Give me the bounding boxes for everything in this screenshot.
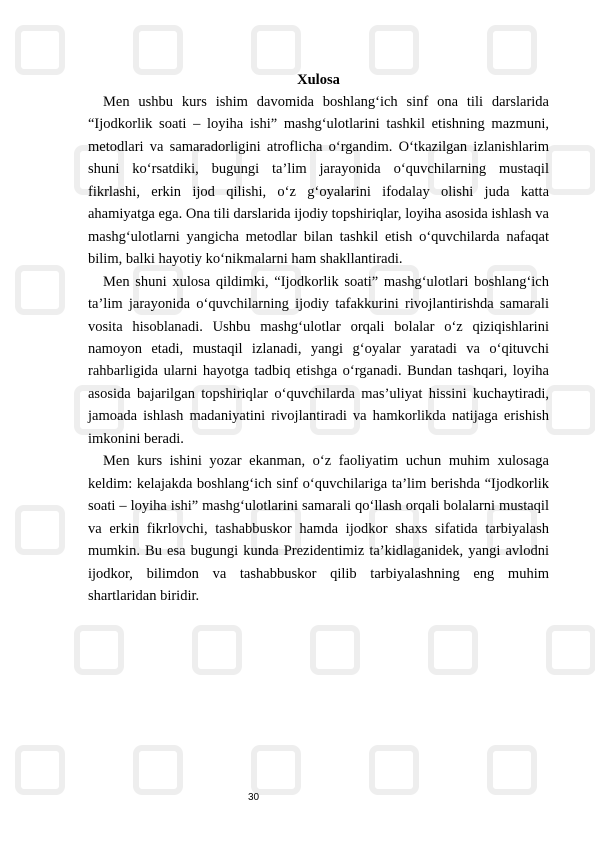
- paragraph-3: Men kurs ishini yozar ekanman, o‘z faoliyatim uchun muhim xulosaga keldim: kelajakda boshlang‘ich sinf o‘quvchilariga ta’lim berishda “Ijodkorlik soati – loyiha ishi” mashg‘ulotlarini samarali qo‘llash orqali bolalarni mustaqil va erkin fikrlovchi, tashabbuskor hamda ijodkor shaxs sifatida tarbiyalash mumkin. Bu esa bugungi kunda Prezidentimiz ta’kidlaganidek, yangi avlodni ijodkor, bilimdon va tashabbuskor qilib tarbiyalashning eng muhim shartlaridan biridir.: [88, 453, 549, 604]
- watermark-mark: [136, 28, 180, 72]
- watermark-mark: [431, 628, 475, 672]
- page-number: 30: [248, 792, 260, 803]
- watermark-mark: [549, 148, 593, 192]
- watermark-mark: [254, 748, 298, 792]
- watermark-mark: [313, 628, 357, 672]
- watermark-mark: [254, 28, 298, 72]
- watermark-mark: [136, 748, 180, 792]
- paragraph-1: Men ushbu kurs ishim davomida boshlang‘ich sinf ona tili darslarida “Ijodkorlik soati – loyiha ishi” mashg‘ulotlarini tashkil etishning mazmuni, metodlari va samaradorligini atroflicha o‘rgandim. O‘tkazilgan izlanishlarim shuni ko‘rsatdiki, bugungi ta’lim jarayonida o‘quvchilarning mustaqil fikrlashi, erkin ijod qilishi, o‘z g‘oyalarini ifodalay olishi juda katta ahamiyatga ega. Ona tili darslarida ijodiy topshiriqlar, loyiha asosida ishlash va mashg‘ulotlarni yangicha metodlar bilan tashkil etish o‘quvchilarda nafaqat bilim, balki hayotiy ko‘nikmalarni ham shakllantiradi.: [88, 94, 549, 268]
- watermark-mark: [18, 268, 62, 312]
- watermark-mark: [18, 508, 62, 552]
- watermark-mark: [490, 28, 534, 72]
- watermark-mark: [18, 28, 62, 72]
- watermark-mark: [372, 28, 416, 72]
- document-page: [88, 70, 549, 607]
- paragraph-2: Men shuni xulosa qildimki, “Ijodkorlik soati” mashg‘ulotlari boshlang‘ich ta’lim jarayonida o‘quvchilarning ijodiy tafakkurini rivojlantirishda samarali vosita hisoblanadi. Ushbu mashg‘ulotlar orqali bolalar o‘z qiziqishlarini namoyon etadi, mustaqil izlanadi, yangi g‘oyalar yaratadi va o‘qituvchi rahbarligida ularni hayotga tadbiq etishga o‘rganadi. Bundan tashqari, loyiha asosida bajarilgan topshiriqlar o‘quvchilarda mas’uliyat hissini kuchaytiradi, jamoada ishlash madaniyatini rivojlantiradi va hamkorlikda natijaga erishish imkonini beradi.: [88, 273, 549, 447]
- watermark-mark: [372, 748, 416, 792]
- watermark-mark: [195, 628, 239, 672]
- watermark-mark: [490, 748, 534, 792]
- section-title: Xulosa: [297, 72, 340, 88]
- watermark-mark: [18, 748, 62, 792]
- watermark-mark: [549, 628, 593, 672]
- watermark-mark: [549, 388, 593, 432]
- watermark-mark: [77, 628, 121, 672]
